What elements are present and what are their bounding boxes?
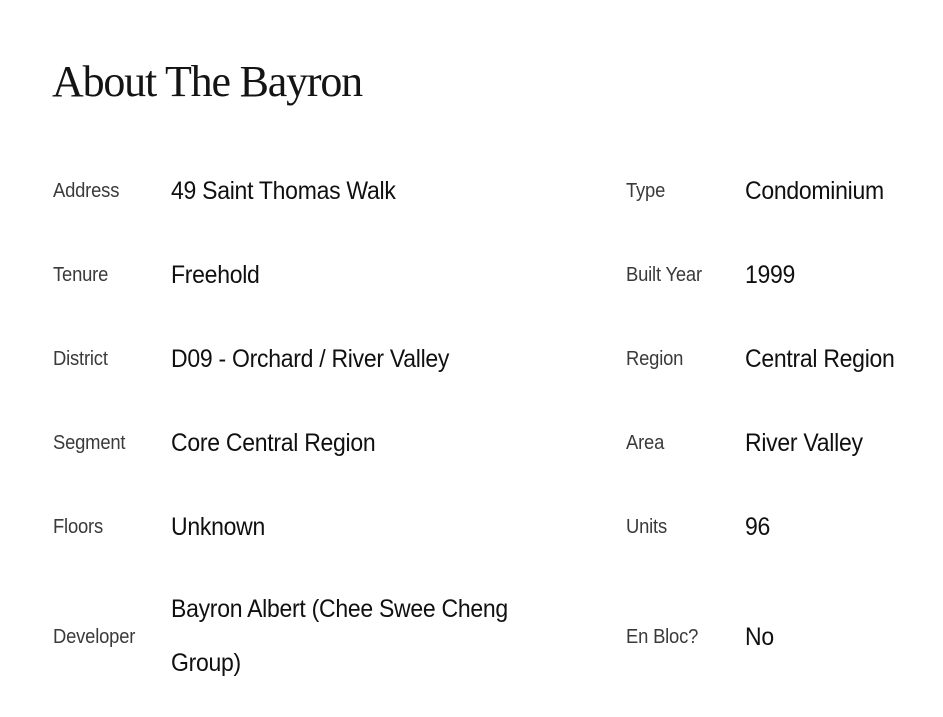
segment-label: Segment [53,431,126,454]
en-bloc-label: En Bloc? [626,625,699,648]
units-value: 96 [745,512,771,541]
district-value: D09 - Orchard / River Valley [171,344,450,373]
floors-label: Floors [53,515,104,538]
built-year-label-cell [626,255,709,295]
floors-value-cell [171,507,273,547]
developer-value-line2-cell [171,643,247,683]
built-year-value-cell [745,255,799,295]
units-value-cell [745,507,772,547]
district-label-cell [53,339,113,379]
type-label-cell [626,171,669,211]
area-label: Area [626,431,665,454]
region-label: Region [626,347,684,370]
developer-value-line1-cell [171,589,537,629]
developer-label-cell [53,617,142,657]
tenure-label: Tenure [53,263,109,286]
developer-label: Developer [53,625,136,648]
floors-value: Unknown [171,512,265,541]
en-bloc-value-cell [745,617,776,657]
units-label: Units [626,515,668,538]
page-title: About The Bayron [52,57,362,106]
district-label: District [53,347,108,370]
address-label: Address [53,179,120,202]
region-value-cell [745,339,908,379]
region-label-cell [626,339,688,379]
area-value-cell [745,423,873,463]
segment-value: Core Central Region [171,428,376,457]
type-label: Type [626,179,666,202]
built-year-value: 1999 [745,260,796,289]
tenure-value-cell [171,255,267,295]
segment-label-cell [53,423,132,463]
developer-value-line1: Bayron Albert (Chee Swee Cheng [171,594,508,623]
tenure-value: Freehold [171,260,260,289]
en-bloc-value: No [745,622,774,651]
address-label-cell [53,171,125,211]
floors-label-cell [53,507,107,547]
type-value: Condominium [745,176,884,205]
units-label-cell [626,507,671,547]
address-value-cell [171,171,415,211]
tenure-label-cell [53,255,113,295]
segment-value-cell [171,423,393,463]
built-year-label: Built Year [626,263,702,286]
type-value-cell [745,171,896,211]
address-value: 49 Saint Thomas Walk [171,176,396,205]
developer-value-line2: Group) [171,648,241,677]
district-value-cell [171,339,473,379]
region-value: Central Region [745,344,895,373]
en-bloc-label-cell [626,617,704,657]
area-value: River Valley [745,428,863,457]
area-label-cell [626,423,667,463]
